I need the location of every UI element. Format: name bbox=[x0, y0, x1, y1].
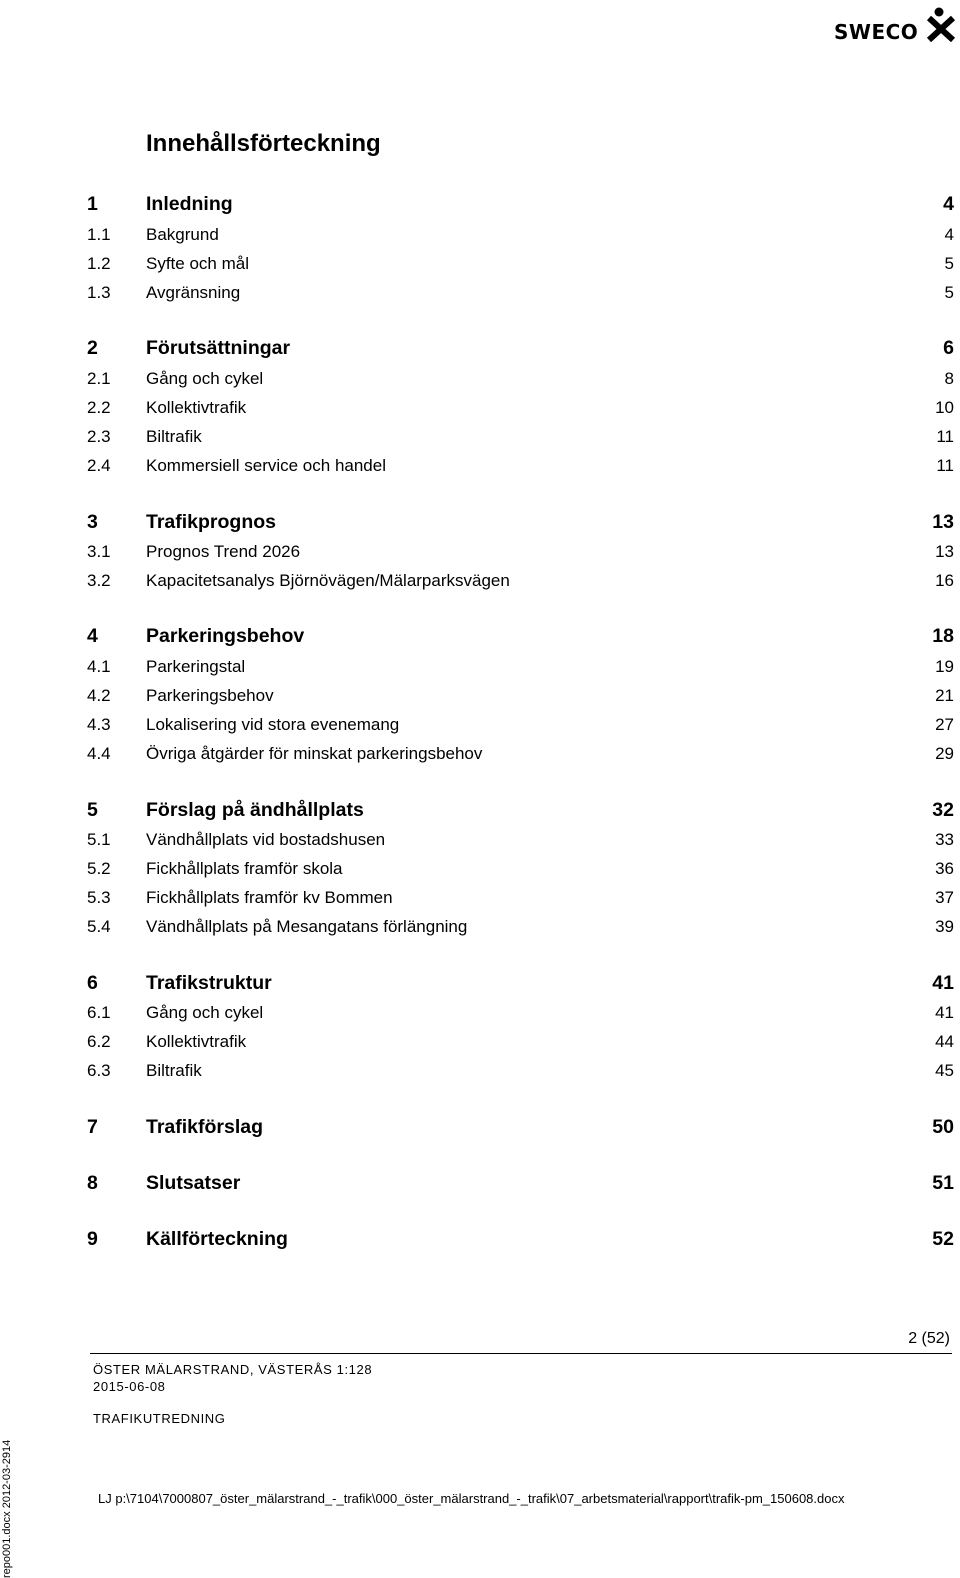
toc-number: 1.1 bbox=[87, 225, 111, 244]
toc-page: 21 bbox=[935, 686, 954, 705]
toc-chapter[interactable] bbox=[0, 972, 960, 996]
toc-number: 4.4 bbox=[87, 744, 111, 763]
toc-number: 2.3 bbox=[87, 427, 111, 446]
toc-title: Innehållsförteckning bbox=[146, 130, 381, 157]
toc-number: 7 bbox=[87, 1116, 98, 1138]
toc-section[interactable] bbox=[0, 830, 960, 854]
footer-date: 2015-06-08 bbox=[93, 1379, 166, 1394]
toc-number: 3 bbox=[87, 511, 98, 533]
toc-text: Övriga åtgärder för minskat parkeringsbehov bbox=[146, 744, 483, 763]
toc-chapter[interactable] bbox=[0, 1228, 960, 1252]
toc-number: 9 bbox=[87, 1228, 98, 1250]
toc-page: 27 bbox=[935, 715, 954, 734]
toc-text: Fickhållplats framför kv Bommen bbox=[146, 888, 393, 907]
toc-chapter[interactable] bbox=[0, 337, 960, 361]
toc-chapter[interactable] bbox=[0, 799, 960, 823]
toc-page: 10 bbox=[935, 398, 954, 417]
toc-page: 5 bbox=[944, 283, 954, 302]
toc-page: 41 bbox=[935, 1003, 954, 1022]
toc-page: 50 bbox=[932, 1116, 954, 1138]
toc-text: Fickhållplats framför skola bbox=[146, 859, 343, 878]
toc-page: 4 bbox=[943, 193, 954, 215]
toc-number: 4.3 bbox=[87, 715, 111, 734]
toc-number: 4.1 bbox=[87, 657, 111, 676]
toc-number: 6.3 bbox=[87, 1061, 111, 1080]
toc-text: Gång och cykel bbox=[146, 369, 264, 388]
toc-page: 19 bbox=[935, 657, 954, 676]
toc-text: Kommersiell service och handel bbox=[146, 456, 386, 475]
toc-number: 2.2 bbox=[87, 398, 111, 417]
toc-text: Parkeringstal bbox=[146, 657, 246, 676]
toc-page: 11 bbox=[936, 456, 954, 475]
toc-text: Förutsättningar bbox=[146, 337, 291, 359]
toc-text: Biltrafik bbox=[146, 1061, 202, 1080]
toc-chapter[interactable] bbox=[0, 511, 960, 535]
toc-number: 3.2 bbox=[87, 571, 111, 590]
toc-page: 45 bbox=[935, 1061, 954, 1080]
toc-text: Trafikförslag bbox=[146, 1116, 264, 1138]
toc-text: Kollektivtrafik bbox=[146, 1032, 247, 1051]
toc-number: 6.1 bbox=[87, 1003, 111, 1022]
toc-section[interactable] bbox=[0, 686, 960, 710]
toc-text: Bakgrund bbox=[146, 225, 219, 244]
toc-text: Kollektivtrafik bbox=[146, 398, 247, 417]
toc-number: 2 bbox=[87, 337, 98, 359]
toc-text: Gång och cykel bbox=[146, 1003, 264, 1022]
toc-page: 6 bbox=[943, 337, 954, 359]
toc-number: 4 bbox=[87, 625, 98, 647]
toc-page: 13 bbox=[932, 511, 954, 533]
toc-page: 8 bbox=[944, 369, 954, 388]
toc-number: 6.2 bbox=[87, 1032, 111, 1051]
toc-text: Vändhållplats på Mesangatans förlängning bbox=[146, 917, 468, 936]
toc-number: 1.2 bbox=[87, 254, 111, 273]
toc-section[interactable] bbox=[0, 254, 960, 278]
toc-page: 36 bbox=[935, 859, 954, 878]
toc-section[interactable] bbox=[0, 1003, 960, 1027]
toc-chapter[interactable] bbox=[0, 1116, 960, 1140]
toc-page: 44 bbox=[935, 1032, 954, 1051]
toc-number: 5 bbox=[87, 799, 98, 821]
toc-page: 37 bbox=[935, 888, 954, 907]
toc-chapter[interactable] bbox=[0, 1172, 960, 1196]
toc-chapter[interactable] bbox=[0, 193, 960, 217]
toc-number: 3.1 bbox=[87, 542, 111, 561]
toc-number: 5.3 bbox=[87, 888, 111, 907]
toc-section[interactable] bbox=[0, 225, 960, 249]
toc-page: 16 bbox=[935, 571, 954, 590]
toc-text: Förslag på ändhållplats bbox=[146, 799, 364, 821]
toc-section[interactable] bbox=[0, 398, 960, 422]
toc-section[interactable] bbox=[0, 888, 960, 912]
toc-number: 5.4 bbox=[87, 917, 111, 936]
toc-section[interactable] bbox=[0, 571, 960, 595]
toc-number: 5.2 bbox=[87, 859, 111, 878]
toc-number: 2.4 bbox=[87, 456, 111, 475]
toc-number: 2.1 bbox=[87, 369, 111, 388]
sweco-logo bbox=[834, 6, 958, 46]
toc-text: Parkeringsbehov bbox=[146, 625, 305, 647]
toc-page: 39 bbox=[935, 917, 954, 936]
toc-page: 18 bbox=[932, 625, 954, 647]
toc-section[interactable] bbox=[0, 369, 960, 393]
toc-section[interactable] bbox=[0, 1032, 960, 1056]
toc-number: 1 bbox=[87, 193, 98, 215]
toc-text: Biltrafik bbox=[146, 427, 202, 446]
footer-doc-type: TRAFIKUTREDNING bbox=[93, 1411, 226, 1426]
toc-number: 8 bbox=[87, 1172, 98, 1194]
toc-page: 4 bbox=[944, 225, 954, 244]
toc-chapter[interactable] bbox=[0, 625, 960, 649]
toc-section[interactable] bbox=[0, 1061, 960, 1085]
footer-project: ÖSTER MÄLARSTRAND, VÄSTERÅS 1:128 bbox=[93, 1362, 373, 1377]
toc-page: 41 bbox=[932, 972, 954, 994]
toc-section[interactable] bbox=[0, 427, 960, 451]
toc-text: Prognos Trend 2026 bbox=[146, 542, 301, 561]
toc-text: Kapacitetsanalys Björnövägen/Mälarparksvägen bbox=[146, 571, 510, 590]
file-path: LJ p:\7104\7000807_öster_mälarstrand_-_trafik\000_öster_mälarstrand_-_trafik\07_arbetsmaterial\rapport\trafik-pm_150608.docx bbox=[98, 1491, 845, 1506]
toc-section[interactable] bbox=[0, 657, 960, 681]
template-id-vertical bbox=[0, 1354, 16, 1578]
page-number: 2 (52) bbox=[908, 1330, 950, 1347]
toc-page: 32 bbox=[932, 799, 954, 821]
toc-section[interactable] bbox=[0, 542, 960, 566]
toc-text: Trafikprognos bbox=[146, 511, 277, 533]
toc-page: 51 bbox=[932, 1172, 954, 1194]
toc-number: 5.1 bbox=[87, 830, 111, 849]
toc-page: 29 bbox=[935, 744, 954, 763]
template-id-text: repo001.docx 2012-03-2914 bbox=[1, 1439, 13, 1578]
logo-wordmark: SWECO bbox=[834, 20, 919, 44]
toc-text: Trafikstruktur bbox=[146, 972, 272, 994]
footer-divider bbox=[90, 1353, 952, 1354]
toc-number: 4.2 bbox=[87, 686, 111, 705]
toc-text: Parkeringsbehov bbox=[146, 686, 274, 705]
toc-text: Avgränsning bbox=[146, 283, 241, 302]
toc-page: 33 bbox=[935, 830, 954, 849]
toc-text: Inledning bbox=[146, 193, 233, 215]
toc-number: 1.3 bbox=[87, 283, 111, 302]
toc-page: 52 bbox=[932, 1228, 954, 1250]
toc-text: Syfte och mål bbox=[146, 254, 249, 273]
toc-text: Slutsatser bbox=[146, 1172, 241, 1194]
toc-page: 5 bbox=[944, 254, 954, 273]
sweco-person-icon bbox=[926, 6, 956, 42]
toc-section[interactable] bbox=[0, 283, 960, 307]
toc-text: Lokalisering vid stora evenemang bbox=[146, 715, 400, 734]
toc-page: 13 bbox=[935, 542, 954, 561]
toc-number: 6 bbox=[87, 972, 98, 994]
toc-section[interactable] bbox=[0, 917, 960, 941]
toc-section[interactable] bbox=[0, 715, 960, 739]
toc-text: Källförteckning bbox=[146, 1228, 288, 1250]
toc-section[interactable] bbox=[0, 859, 960, 883]
toc-section[interactable] bbox=[0, 456, 960, 480]
toc-text: Vändhållplats vid bostadshusen bbox=[146, 830, 386, 849]
toc-page: 11 bbox=[936, 427, 954, 446]
toc-section[interactable] bbox=[0, 744, 960, 768]
